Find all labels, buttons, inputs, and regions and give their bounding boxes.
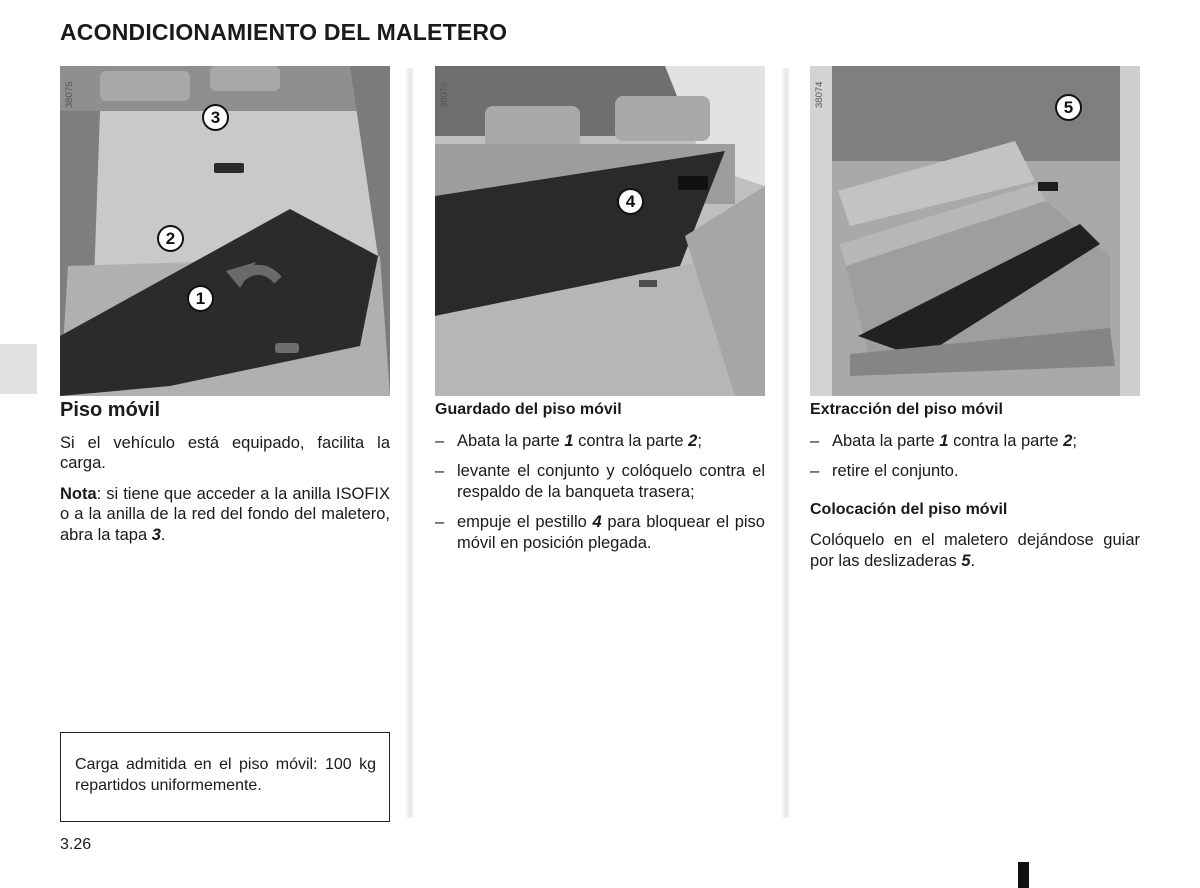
text: ; — [1072, 431, 1077, 450]
column-divider — [405, 68, 415, 818]
text: empuje el pestillo — [457, 513, 593, 531]
figure-floor-removal — [810, 66, 1140, 396]
text: ; — [697, 431, 702, 450]
text: contra la parte — [948, 431, 1064, 450]
dash: – — [435, 513, 445, 531]
part-ref: 2 — [1063, 431, 1073, 450]
list-item — [810, 431, 1140, 452]
part-ref: 1 — [939, 431, 949, 450]
note-label: Nota — [60, 484, 97, 503]
text: Abata la parte — [832, 431, 940, 450]
figure-floor-stowed — [435, 66, 765, 396]
punctuation: . — [160, 525, 166, 544]
load-notice-box — [60, 732, 390, 822]
text: contra la parte — [573, 431, 689, 450]
figure-code: 38076 — [439, 81, 450, 108]
dash: – — [810, 431, 820, 450]
text: . — [970, 551, 976, 570]
callout-2: 2 — [157, 225, 184, 252]
column-guardado — [435, 400, 765, 563]
part-ref: 3 — [151, 525, 161, 544]
dash: – — [435, 431, 445, 450]
section-heading: Extracción del piso móvil — [810, 401, 1003, 418]
list-item — [435, 512, 765, 553]
figure-code: 38075 — [64, 81, 75, 108]
floor-removal-illustration — [810, 66, 1140, 396]
note-text: : si tiene que acceder a la anilla ISOFIX o a la anilla de la red del fondo del maletero, abra la tapa — [60, 484, 390, 544]
chapter-tab — [0, 344, 37, 394]
text: levante el conjunto y colóquelo contra el respaldo de la banqueta trasera; — [457, 462, 765, 501]
column-divider — [781, 68, 791, 818]
part-ref: 2 — [688, 431, 698, 450]
list-item — [810, 461, 1140, 482]
section-heading: Piso móvil — [60, 399, 161, 421]
text: retire el conjunto. — [832, 462, 959, 480]
page-number: 3.26 — [60, 836, 92, 853]
part-ref: 4 — [592, 513, 602, 531]
figure-code: 38074 — [814, 81, 825, 108]
floor-stowed-illustration — [435, 66, 765, 396]
page-title: ACONDICIONAMIENTO DEL MALETERO — [60, 19, 508, 45]
callout-1: 1 — [187, 285, 214, 312]
paragraph: Si el vehículo está equipado, facilita la carga. — [60, 433, 390, 472]
text: Colóquelo en el maletero dejándose guiar por las deslizaderas — [810, 531, 1140, 570]
list-item — [435, 431, 765, 452]
text: Abata la parte — [457, 431, 565, 450]
dash: – — [435, 462, 445, 480]
callout-5: 5 — [1055, 94, 1082, 121]
part-ref: 5 — [961, 551, 971, 570]
note-paragraph — [60, 484, 390, 546]
section-heading: Guardado del piso móvil — [435, 401, 622, 418]
callout-4: 4 — [617, 188, 644, 215]
text: para bloquear el piso móvil en posición plegada. — [457, 513, 765, 552]
column-piso-movil — [60, 400, 390, 555]
page-edge-marker — [1018, 862, 1029, 888]
callout-3: 3 — [202, 104, 229, 131]
list-item — [435, 461, 765, 502]
paragraph — [810, 530, 1140, 571]
section-heading: Colocación del piso móvil — [810, 500, 1008, 518]
load-notice-text: Carga admitida en el piso móvil: 100 kg repartidos uniformemente. — [75, 756, 376, 794]
part-ref: 1 — [564, 431, 574, 450]
column-extraccion — [810, 400, 1140, 581]
dash: – — [810, 462, 820, 480]
